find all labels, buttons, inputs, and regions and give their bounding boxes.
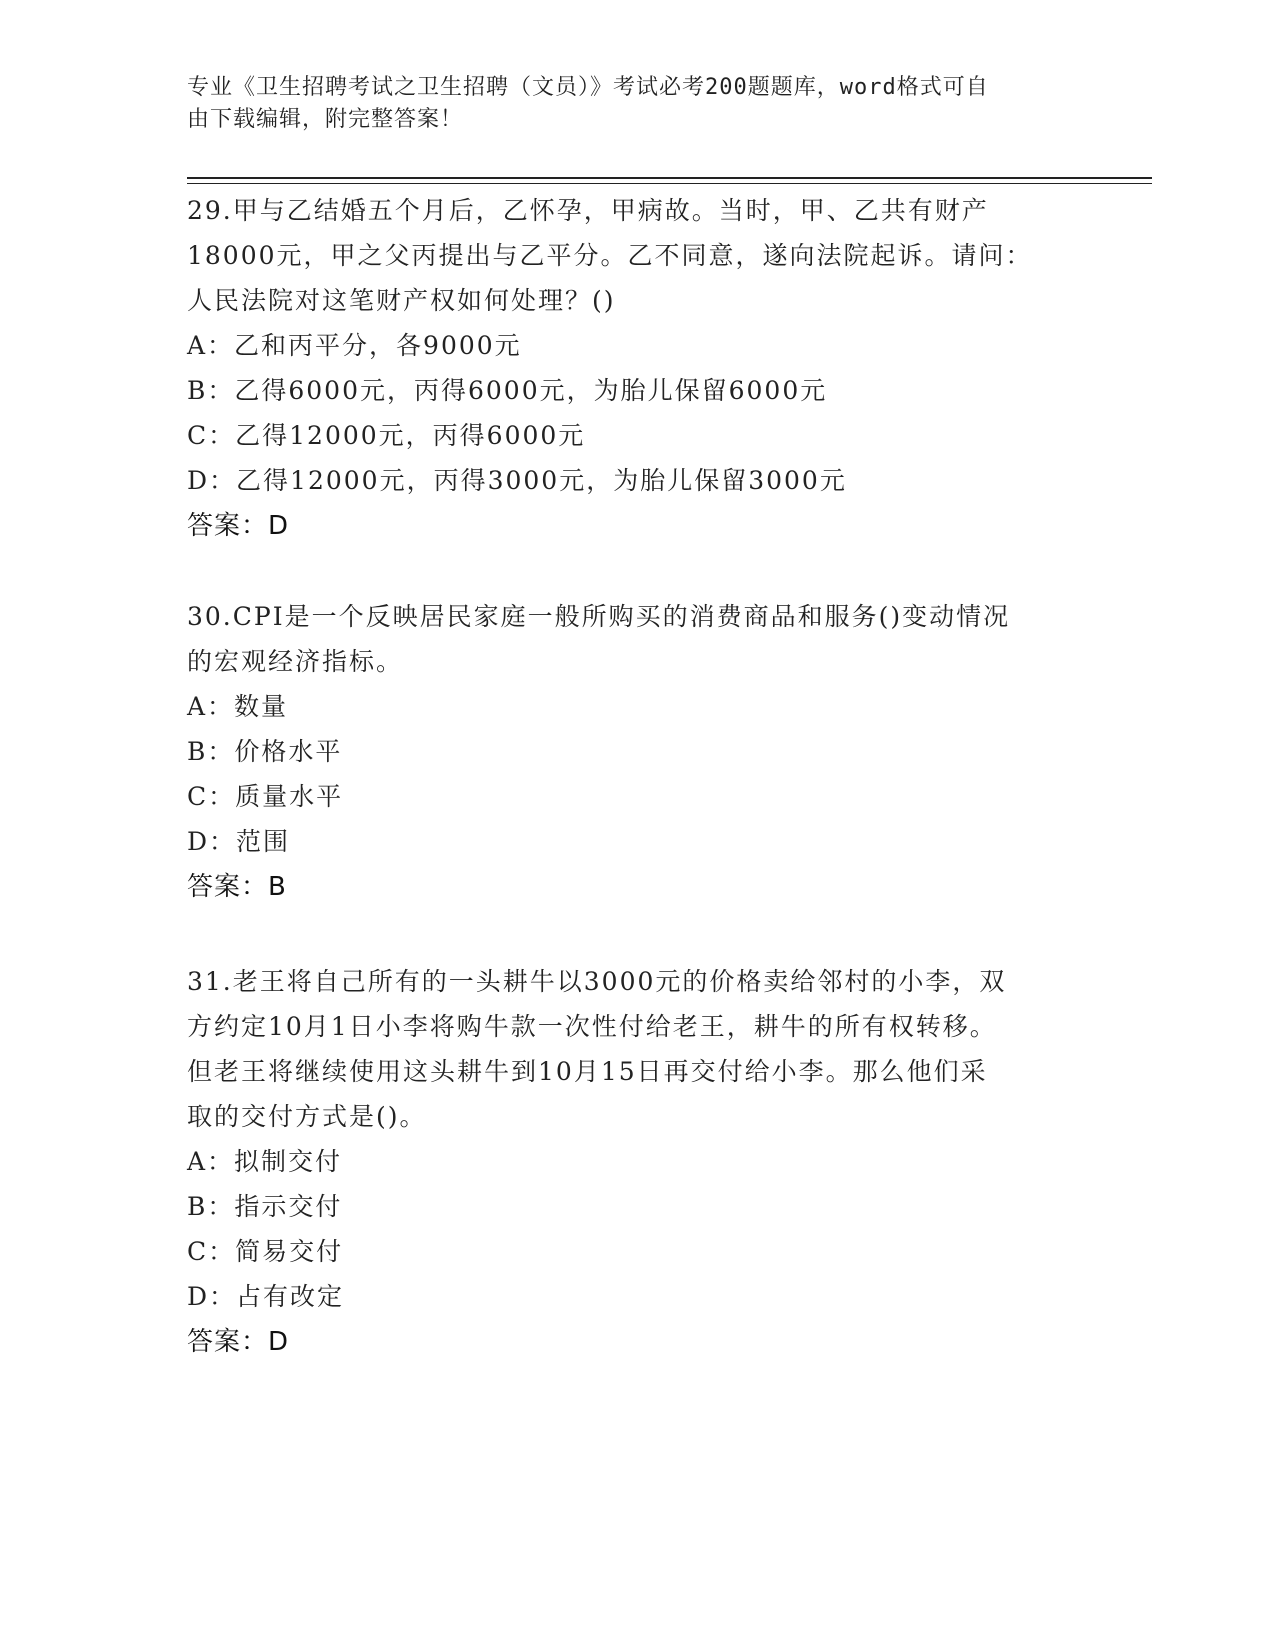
question-30 (187, 594, 1067, 910)
header-line-1: 专业《卫生招聘考试之卫生招聘（文员）》考试必考200题题库，word格式可自 (187, 75, 989, 100)
option-d: D：乙得12000元，丙得3000元，为胎儿保留3000元 (187, 466, 847, 495)
option-c: C：质量水平 (187, 782, 344, 811)
question-31 (187, 959, 1067, 1365)
option-b: B：乙得6000元，丙得6000元，为胎儿保留6000元 (187, 376, 828, 405)
option-b: B：指示交付 (187, 1192, 343, 1221)
option-c: C：乙得12000元，丙得6000元 (187, 421, 586, 450)
option-b: B：价格水平 (187, 737, 343, 766)
question-stem-line: 方约定10月1日小李将购牛款一次性付给老王，耕牛的所有权转移。 (187, 1012, 997, 1041)
answer: 答案：B (187, 872, 287, 902)
option-c: C：简易交付 (187, 1237, 344, 1266)
option-a: A：数量 (187, 692, 289, 721)
option-d: D：占有改定 (187, 1282, 345, 1311)
question-stem-line: 31.老王将自己所有的一头耕牛以3000元的价格卖给邻村的小李，双 (187, 967, 1007, 996)
answer: 答案：D (187, 511, 290, 541)
option-d: D：范围 (187, 827, 291, 856)
option-a: A：拟制交付 (187, 1147, 343, 1176)
question-stem-line: 但老王将继续使用这头耕牛到10月15日再交付给小李。那么他们采 (187, 1057, 988, 1086)
question-stem-line: 29.甲与乙结婚五个月后，乙怀孕，甲病故。当时，甲、乙共有财产 (187, 196, 989, 225)
question-stem-line: 的宏观经济指标。 (187, 647, 404, 676)
question-stem-line: 18000元，甲之父丙提出与乙平分。乙不同意，遂向法院起诉。请问： (187, 241, 1033, 270)
option-a: A：乙和丙平分，各9000元 (187, 331, 522, 360)
answer: 答案：D (187, 1327, 290, 1357)
header-divider-thin (187, 183, 1152, 184)
header-divider-thick (187, 177, 1152, 179)
question-29 (187, 188, 1067, 549)
question-stem-line: 取的交付方式是()。 (187, 1102, 427, 1131)
question-stem-line: 人民法院对这笔财产权如何处理？() (187, 286, 616, 315)
question-stem-line: 30.CPI是一个反映居民家庭一般所购买的消费商品和服务()变动情况 (187, 602, 1011, 631)
document-header (187, 72, 1067, 136)
header-line-2: 由下载编辑，附完整答案！ (187, 107, 464, 132)
